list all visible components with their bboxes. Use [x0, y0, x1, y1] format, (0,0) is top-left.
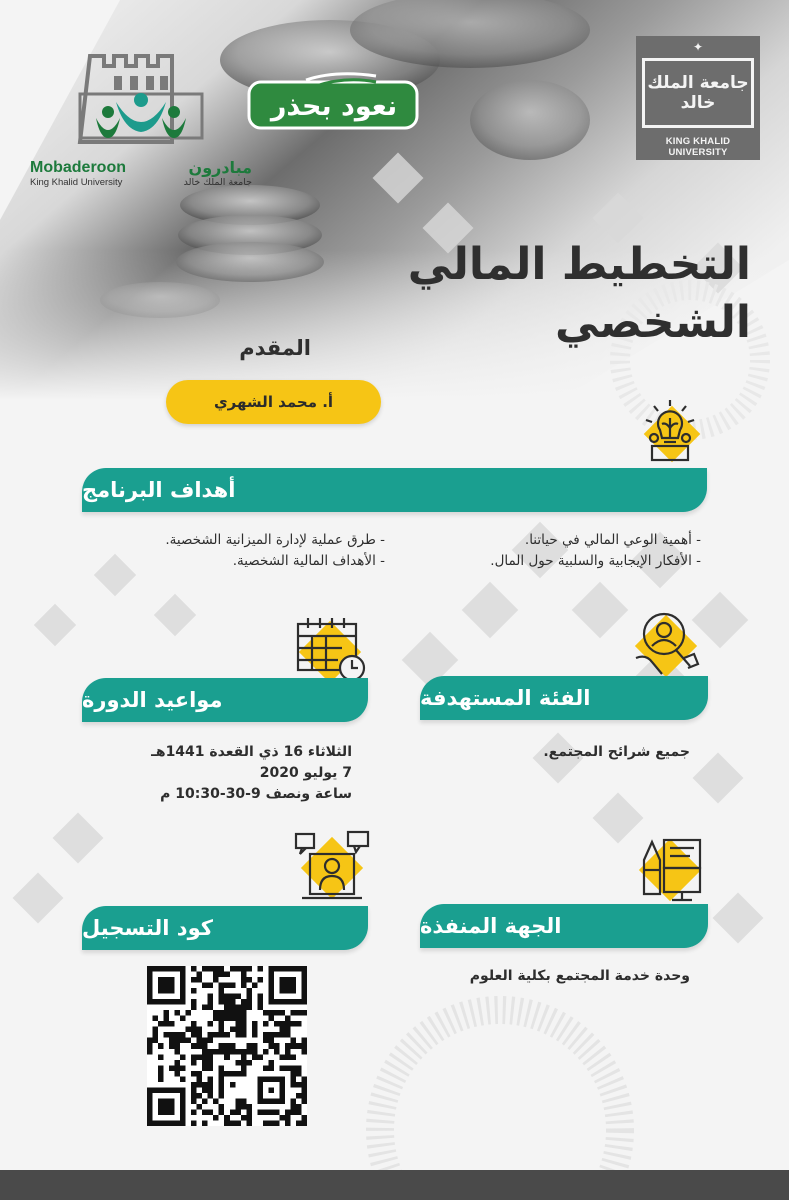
lightbulb-icon: [630, 392, 710, 472]
logo-arabic-sub: جامعة الملك خالد: [183, 177, 252, 188]
goals-left-list: [105, 530, 385, 572]
footer-bar: [0, 1170, 789, 1200]
schedule-date-hijri: الثلاثاء 16 ذي القعدة 1441هـ: [151, 744, 352, 760]
logo-arabic-name: مبادرون: [188, 158, 252, 177]
goals-item: - طرق عملية لإدارة الميزانية الشخصية.: [165, 532, 385, 548]
goals-item: - الأهداف المالية الشخصية.: [232, 553, 385, 569]
qr-code-icon[interactable]: [147, 966, 307, 1126]
logo-latin-sub: King Khalid University: [30, 177, 123, 188]
organizer-heading-band: الجهة المنفذة: [420, 904, 708, 948]
audience-text: جميع شرائح المجتمع.: [543, 744, 690, 760]
presenter-icon: [292, 828, 372, 908]
castle-icon: [30, 38, 252, 150]
kku-logo: [636, 36, 760, 160]
logo-latin-name: Mobaderoon: [30, 159, 126, 176]
badge-text: نعود بحذر: [270, 90, 398, 122]
registration-heading-band: كود التسجيل: [82, 906, 368, 950]
goals-heading-band: أهداف البرنامج: [82, 468, 707, 512]
goals-item: - أهمية الوعي المالي في حياتنا.: [524, 532, 701, 548]
kku-palm-icon: ✦: [692, 40, 704, 54]
schedule-date-gregorian: 7 يوليو 2020: [259, 765, 352, 781]
schedule-heading-band: مواعيد الدورة: [82, 678, 368, 722]
title-line-2: الشخصي: [555, 297, 751, 348]
audience-heading-band: الفئة المستهدفة: [420, 676, 708, 720]
user-search-icon: [626, 606, 706, 686]
title-line-1: التخطيط المالي: [407, 239, 751, 290]
presenter-name-pill: أ. محمد الشهري: [166, 380, 381, 424]
kku-calligraphy: جامعة الملك خالد: [642, 58, 754, 128]
mobaderoon-logo: [30, 38, 252, 198]
tools-monitor-icon: [630, 830, 710, 910]
goals-right-list: [441, 530, 701, 572]
return-carefully-badge: [246, 72, 422, 132]
schedule-details: [52, 742, 352, 805]
presenter-label: المقدم: [239, 336, 311, 360]
schedule-time: ساعة ونصف 9-30-10:30 م: [160, 786, 352, 802]
kku-name: KING KHALID UNIVERSITY: [665, 136, 731, 158]
organizer-text: وحدة خدمة المجتمع بكلية العلوم: [469, 968, 690, 984]
goals-item: - الأفكار الإيجابية والسلبية حول المال.: [490, 553, 701, 569]
